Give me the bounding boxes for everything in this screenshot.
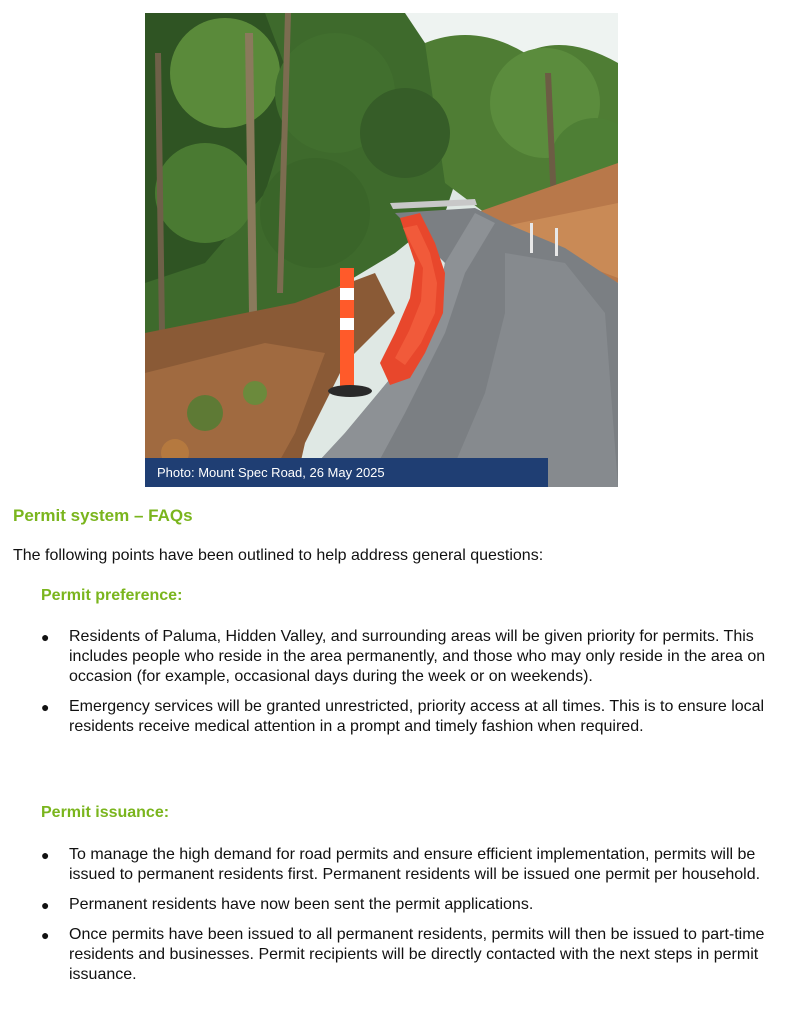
bullet-icon: ● xyxy=(41,847,50,863)
list-item-text: Once permits have been issued to all permanent residents, permits will then be issued to part-time residents and businesses. Permit recipients will be directly contacted with the next steps in permit issuance. xyxy=(69,926,765,983)
photo-caption: Photo: Mount Spec Road, 26 May 2025 xyxy=(145,458,548,487)
faq-intro: The following points have been outlined to help address general questions: xyxy=(13,547,544,564)
list-item xyxy=(41,697,766,737)
list-item-text: Emergency services will be granted unrestricted, priority access at all times. This is to ensure local residents receive medical attention in a prompt and timely fashion when required. xyxy=(69,698,765,735)
list-item xyxy=(41,925,766,985)
list-item-text: Residents of Paluma, Hidden Valley, and surrounding areas will be given priority for permits. This includes people who reside in the area permanently, and those who may only reside in the area on occasion (for example, occasional days during the week or on weekends). xyxy=(69,628,766,685)
list-item xyxy=(41,895,766,915)
list-item xyxy=(41,845,766,885)
bullet-icon: ● xyxy=(41,629,50,645)
permit-issuance-heading: Permit issuance: xyxy=(41,804,170,821)
permit-preference-list xyxy=(41,627,766,747)
list-item xyxy=(41,627,766,687)
road-photo-illustration xyxy=(145,13,618,487)
list-item-text: To manage the high demand for road permits and ensure efficient implementation, permits will be issued to permanent residents first. Permanent residents will be issued one permit per household. xyxy=(69,846,761,883)
bullet-icon: ● xyxy=(41,927,50,943)
road-photo xyxy=(145,13,618,487)
permit-issuance-list xyxy=(41,845,766,995)
bullet-icon: ● xyxy=(41,897,50,913)
permit-preference-heading: Permit preference: xyxy=(41,587,183,604)
list-item-text: Permanent residents have now been sent the permit applications. xyxy=(69,896,534,913)
faq-title: Permit system – FAQs xyxy=(13,506,193,525)
bullet-icon: ● xyxy=(41,699,50,715)
